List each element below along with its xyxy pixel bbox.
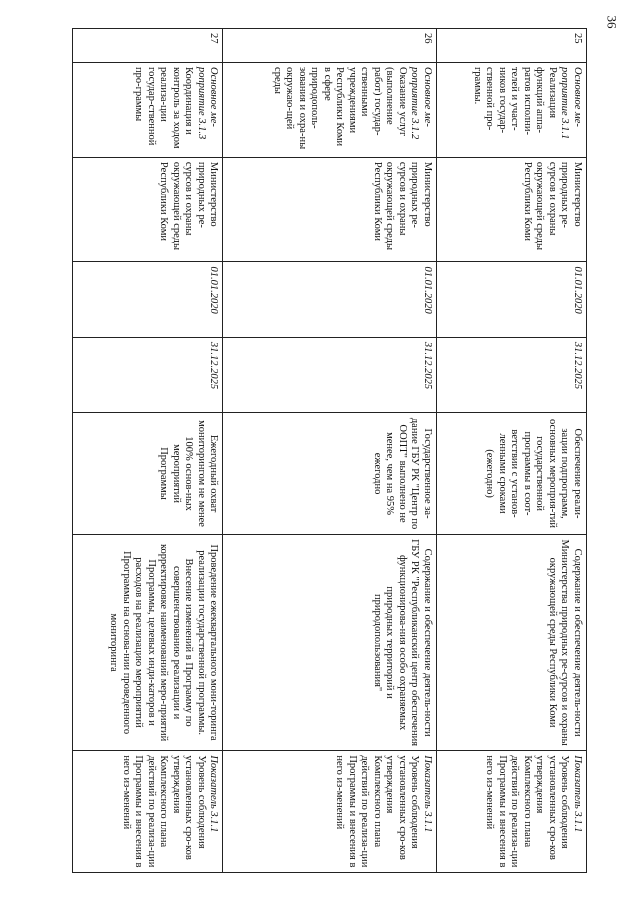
indicator-title: Показатель 3.1.1 — [208, 755, 220, 833]
end-date: 31.12.2025 — [73, 337, 223, 412]
row-number: 25 — [436, 29, 586, 63]
indicator-description: Уровень соблюдения установленных сро-ков утверждения Комплексного плана действий по реализа-ции Программы и внесения в него из-менений — [484, 755, 571, 868]
executor-cell: Министерство природных ре-сурсов и охраны окружающей среды Республики Коми — [223, 157, 436, 262]
program-activities-table — [72, 28, 587, 873]
expected-result: Государственное за-дание ГБУ РК "Центр по ООПТ" выполнено не менее, чем на 95% ежегодно — [223, 413, 436, 535]
actions-cell: Содержание и обеспечение деятель-ности Министерства природных ре-сурсов и охраны окружающей среды Республики Коми — [436, 534, 586, 750]
page-number: 36 — [604, 15, 620, 29]
actions-cell: Содержание и обеспечение деятель-ности ГБУ РК "Республиканский центр обеспечения функционирова-ния особо охраняемых природных территорий и природопользования" — [223, 534, 436, 750]
indicator-cell — [73, 751, 223, 873]
actions-cell: Проведение ежеквартального мони-торинга реализации государственной программы. Внесение изменений в Программу по совершенствованию реализации и корректировке наименований меро-приятий Программы, целевых инди-каторов и расходов на реализацию мероприятий Программы на основа-нии проведенного мониторинга — [73, 534, 223, 750]
table-row — [73, 29, 223, 873]
start-date: 01.01.2020 — [436, 262, 586, 337]
start-date: 01.01.2020 — [73, 262, 223, 337]
activity-description: Реализация функций аппа-ратов исполни-телей и участ-ников государ-ственной про-граммы. — [472, 67, 558, 135]
end-date: 31.12.2025 — [436, 337, 586, 412]
indicator-title: Показатель 3.1.1 — [572, 755, 583, 833]
activity-description: Координация и контроль за ходом реализа-ции государ-ственной про-граммы — [133, 67, 195, 149]
activity-title: Основное ме-роприятие 3.1.2 — [409, 67, 433, 140]
start-date: 01.01.2020 — [223, 262, 436, 337]
expected-result: Ежегодный охват мониторингом не менее 100% основ-ных мероприятий Программы — [73, 413, 223, 535]
activity-cell — [436, 63, 586, 158]
expected-result: Обеспечение реали-зации подпрограмм, основных мероприя-тий государственной программы в соот-ветствии с установ-ленными сроками (ежегодно) — [436, 413, 586, 535]
activity-title: Основное ме-роприятие 3.1.1 — [559, 67, 583, 140]
row-number: 27 — [73, 29, 223, 63]
executor-cell: Министерство природных ре-сурсов и охраны окружающей среды Республики Коми — [436, 157, 586, 262]
indicator-description: Уровень соблюдения установленных сро-ков утверждения Комплексного плана действий по реализа-ции Программы и внесения в него из-менений — [334, 755, 421, 868]
end-date: 31.12.2025 — [223, 337, 436, 412]
activity-title: Основное ме-роприятие 3.1.3 — [195, 67, 220, 140]
indicator-description: Уровень соблюдения установленных сро-ков утверждения Комплексного плана действий по реализа-ции Программы и внесения в него из-менений — [120, 755, 207, 868]
rotated-table-container — [72, 28, 587, 873]
row-number: 26 — [223, 29, 436, 63]
activity-description: Оказание услуг (выполнение работ) государ-ственными учреждениями Республики Коми в сфере природополь-зования и охра-ны окружаю-щей среды — [271, 67, 408, 150]
indicator-cell — [436, 751, 586, 873]
table-row — [436, 29, 586, 873]
table-row — [223, 29, 436, 873]
activity-cell — [223, 63, 436, 158]
indicator-cell — [223, 751, 436, 873]
indicator-title: Показатель 3.1.1 — [421, 755, 433, 833]
activity-cell — [73, 63, 223, 158]
executor-cell: Министерство природных ре-сурсов и охраны окружающей среды Республики Коми — [73, 157, 223, 262]
